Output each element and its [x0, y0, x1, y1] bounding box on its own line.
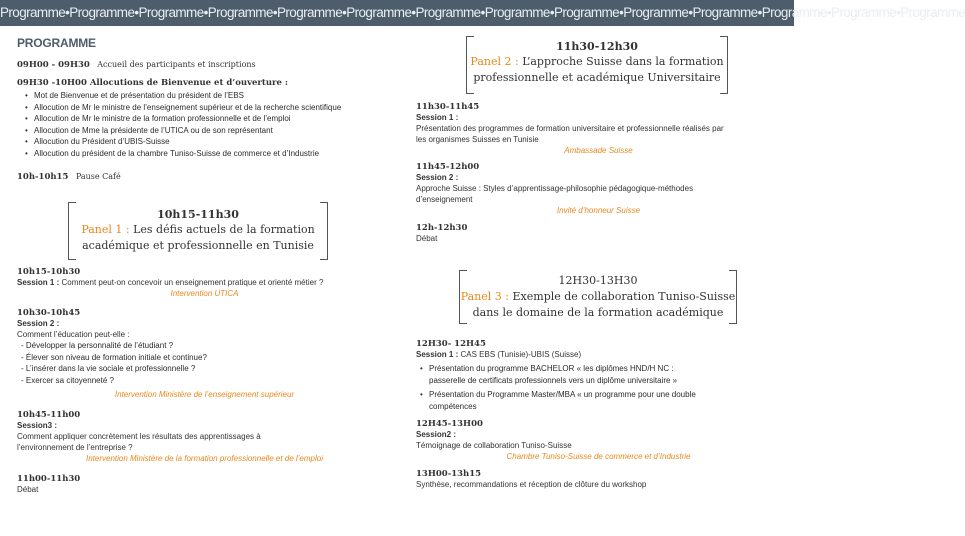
panel-1-label: Panel 1 : [81, 223, 130, 236]
panel-2-title [466, 54, 728, 70]
panel-1-title-line2: académique et professionnelle en Tunisie [82, 239, 314, 252]
r-s2-time: 11h45-12h00 [416, 162, 480, 172]
s2-speaker: Intervention Ministère de l’enseignement supérieur [114, 390, 295, 400]
s1-text: Comment peut-on concevoir un enseignement pratique et orienté métier ? [61, 278, 324, 287]
list-item [420, 389, 781, 412]
panel-3-title-line1: Exemple de collaboration Tuniso-Suisse [512, 290, 736, 303]
r-s4-text: Témoignage de collaboration Tuniso-Suisse [416, 441, 572, 451]
list-item: • Allocution de Mme la présidente de l’UTICA ou de son représentant [25, 125, 392, 137]
r-debat-time: 12h-12h30 [416, 223, 468, 233]
bracket-left [68, 202, 76, 260]
welcome-list [17, 90, 392, 160]
list-item: • Allocution du président de la chambre Tuniso-Suisse de commerce et d’Industrie [25, 148, 392, 160]
programme-banner [0, 0, 965, 26]
right-sessions-a [416, 102, 781, 244]
welcome-title: 09H30 -10H00 Allocutions de Bienvenue et d’ouverture : [17, 78, 288, 88]
opening-time: 09H00 - 09H30 [17, 60, 90, 70]
s1-label: Session 1 : [17, 278, 60, 287]
r-s1-time: 11h30-11h45 [416, 102, 480, 112]
opening-text: Accueil des participants et inscriptions [97, 60, 256, 69]
s2-time: 10h30-10h45 [17, 308, 81, 318]
panel-2-title-line2: professionnelle et académique Universitaire [473, 71, 721, 84]
r-s4-time: 12H45-13H00 [416, 419, 483, 430]
list-item-line2: passerelle de certificats professionnels vers un diplôme universitaire » [429, 375, 678, 385]
left-sessions [17, 267, 392, 495]
list-item-line2: compétences [429, 401, 477, 411]
s1-time: 10h15-10h30 [17, 267, 81, 277]
r-debat-text: Débat [416, 234, 438, 243]
r-s3-label: Session 1 : [416, 350, 459, 359]
r-s2-text-line1: Approche Suisse : Styles d’apprentissage-philosophie pédagogique-méthodes [416, 184, 694, 193]
r-s1-text-line1: Présentation des programmes de formation universitaire et professionnelle réalisés par [416, 124, 724, 133]
s3-time: 10h45-11h00 [17, 410, 81, 421]
list-item [420, 363, 781, 386]
r-s2-label: Session 2 : [416, 173, 459, 182]
list-item: - Exercer sa citoyenneté ? [21, 375, 114, 385]
list-item: - Élever son niveau de formation initiale et continue? [21, 352, 207, 362]
panel-3 [459, 270, 737, 324]
r-s4-label: Session2 : [416, 430, 457, 440]
list-item-line1: Présentation du Programme Master/MBA « un programme pour une double [429, 390, 696, 400]
s2-text: Comment l’éducation peut-elle : [17, 330, 130, 339]
panel-1-title-line1: Les défis actuels de la formation [133, 223, 315, 236]
r-s1-text-line2: les organismes Suisses en Tunisie [416, 135, 539, 144]
panel-1 [68, 202, 328, 260]
break-time: 10h-10h15 [17, 171, 69, 182]
r-s3-time: 12H30- 12H45 [416, 339, 486, 349]
panel-2 [466, 36, 728, 94]
panel-3-title [459, 289, 737, 305]
debat-text: Débat [17, 485, 39, 495]
closing-time: 13H00-13h15 [416, 469, 482, 480]
r-s1-speaker: Ambassade Suisse [564, 146, 633, 155]
banner-text: Programme•Programme•Programme•Programme•Programme•Programme•Programme•Programme•Programme•Programme•Programme•Programme•Programme•Programme [0, 5, 965, 20]
r-s3-text: CAS EBS (Tunisie)-UBIS (Suisse) [460, 350, 582, 359]
panel-2-label: Panel 2 : [470, 55, 519, 68]
panel-2-time: 11h30-12h30 [556, 40, 638, 53]
break-block [17, 166, 392, 184]
bracket-right [729, 270, 737, 324]
bracket-left [466, 36, 474, 94]
right-sessions-b [416, 339, 781, 490]
list-item: - Développer la personnalité de l’étudiant ? [21, 341, 174, 350]
bracket-left [459, 270, 467, 324]
r-s2-text-line2: d’enseignement [416, 195, 473, 204]
debat-time: 11h00-11h30 [17, 474, 81, 485]
s3-text-line2: l’environnement de l’entreprise ? [17, 443, 133, 453]
opening-block [17, 54, 392, 72]
closing-text: Synthèse, recommandations et réception de clôture du workshop [416, 480, 647, 490]
list-item: - L’insérer dans la vie sociale et professionnelle ? [21, 364, 196, 374]
r-s3-list [416, 363, 781, 412]
panel-2-title-line1: L’approche Suisse dans la formation [522, 55, 724, 68]
list-item: • Allocution de Mr le ministre de l’enseignement supérieur et de la recherche scientifique [25, 102, 392, 114]
list-item-line1: Présentation du programme BACHELOR « les diplômes HND/H NC : [429, 364, 674, 373]
panel-3-time: 12H30-13H30 [558, 274, 638, 287]
panel-3-label: Panel 3 : [460, 290, 510, 303]
s3-speaker: Intervention Ministère de la formation professionnelle et de l’emploi [85, 454, 323, 464]
s3-label: Session3 : [17, 421, 58, 431]
panel-3-title-line2: dans le domaine de la formation académique [472, 306, 724, 319]
list-item: • Mot de Bienvenue et de présentation du président de l’EBS [25, 90, 392, 102]
list-item: • Allocution du Président d’UBIS-Suisse [25, 136, 392, 148]
r-s2-speaker: Invité d’honneur Suisse [556, 206, 641, 215]
panel-1-time: 10h15-11h30 [157, 208, 239, 221]
s3-text-line1: Comment appliquer concrètement les résultats des apprentissages à [17, 432, 261, 442]
s2-list [17, 340, 392, 386]
page-title: PROGRAMME [17, 36, 96, 50]
s2-label: Session 2 : [17, 319, 60, 328]
s1-speaker: Intervention UTICA [170, 289, 239, 298]
break-text: Pause Café [75, 171, 121, 181]
left-column [17, 54, 392, 184]
bracket-right [320, 202, 328, 260]
bracket-right [720, 36, 728, 94]
r-s1-label: Session 1 : [416, 113, 459, 122]
list-item: • Allocution de Mr le ministre de la formation professionnelle et de l’emploi [25, 113, 392, 125]
r-s4-speaker: Chambre Tuniso-Suisse de commerce et d’Industrie [506, 452, 691, 462]
panel-1-title [68, 222, 328, 238]
